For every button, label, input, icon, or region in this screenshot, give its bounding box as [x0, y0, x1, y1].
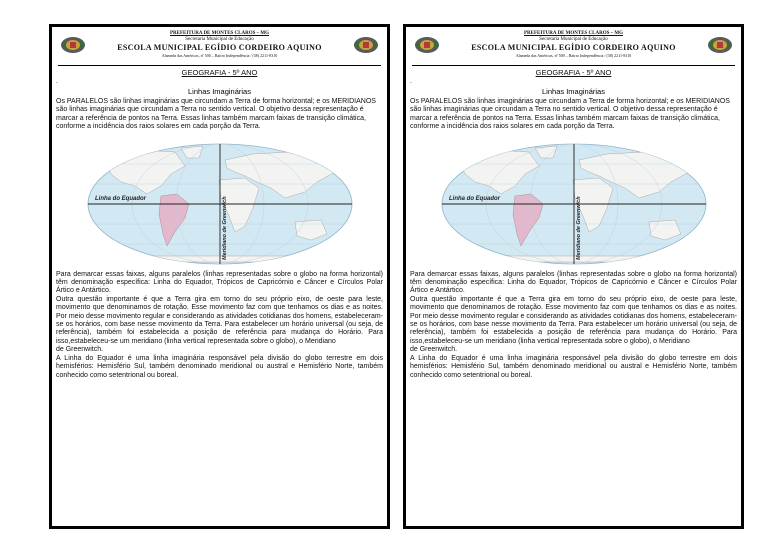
world-map — [85, 142, 355, 266]
body-paragraph: Outra questão importante é que a Terra gira em torno do seu próprio eixo, de oeste para leste, movimento que denominamos de rotação. Esse movimento faz com que tenhamos os dias e as noites. Por meio desse movimento regular e considerando as atividades cotidianas dos homens, estabeleceram-se os horários, com base nesse movimento da Terra. Para estabelecer um horário universal (ou seja, de referência), também foi estabelecida a posição de referência para mudança do Horário. Para isso,estabeleceu-se um meridiano (linha vertical representada sobre o globo), o Meridiano — [410, 295, 737, 345]
stray-dot: . — [56, 78, 58, 85]
school-header — [412, 29, 735, 66]
header-escola: ESCOLA MUNICIPAL EGÍDIO CORDEIRO AQUINO — [471, 43, 676, 52]
body-paragraph: de Greenwitch. — [56, 346, 104, 354]
greenwich-label: Meridiano de Greenwich — [221, 196, 228, 260]
header-endereco: Alameda das Américas, nº 500 – Bairro Independência / (38) 2211-8310 — [515, 53, 632, 58]
stray-dot: . — [410, 78, 412, 85]
coat-of-arms-icon — [60, 36, 86, 54]
equator-label: Linha do Equador — [448, 195, 500, 202]
greenwich-label: Meridiano de Greenwich — [575, 196, 582, 260]
header-escola: ESCOLA MUNICIPAL EGÍDIO CORDEIRO AQUINO — [117, 43, 322, 52]
coat-of-arms-icon — [414, 36, 440, 54]
body-paragraph: de Greenwitch. — [410, 346, 458, 354]
school-header — [58, 29, 381, 66]
header-prefeitura: PREFEITURA DE MONTES CLAROS – MG — [523, 31, 624, 36]
header-endereco: Alameda das Américas, nº 500 – Bairro Independência / (38) 2211-8310 — [161, 53, 278, 58]
header-secretaria: Secretaria Municipal de Educação — [185, 37, 254, 42]
topic-title: Linhas Imaginárias — [188, 87, 251, 96]
header-prefeitura: PREFEITURA DE MONTES CLAROS – MG — [169, 31, 270, 36]
body-paragraph: A Linha do Equador é uma linha imaginária responsável pela divisão do globo terrestre em dois hemisférios: Hemisfério Sul, também denominado meridional ou austral e Hemisfério Norte, também conhecido como setentrional ou boreal. — [410, 354, 737, 379]
intro-paragraph: Os PARALELOS são linhas imaginárias que circundam a Terra de forma horizontal; e os MERIDIANOS são linhas imaginárias que circundam a Terra no sentido vertical. O objetivo dessa representação é marcar a referência de pontos na Terra. Essas linhas também marcam faixas de transição climática, conforme a incidência dos raios solares em cada porção da Terra. — [56, 98, 376, 131]
world-map — [439, 142, 709, 266]
worksheet-left — [49, 24, 390, 529]
subject-title: GEOGRAFIA - 5º ANO — [181, 68, 258, 77]
header-secretaria: Secretaria Municipal de Educação — [539, 37, 608, 42]
body-paragraph: Outra questão importante é que a Terra gira em torno do seu próprio eixo, de oeste para leste, movimento que denominamos de rotação. Esse movimento faz com que tenhamos os dias e as noites. Por meio desse movimento regular e considerando as atividades cotidianas dos homens, estabeleceram-se os horários, com base nesse movimento da Terra. Para estabelecer um horário universal (ou seja, de referência), também foi estabelecida a posição de referência para mudança do Horário. Para isso,estabeleceu-se um meridiano (linha vertical representada sobre o globo), o Meridiano — [56, 295, 383, 345]
coat-of-arms-icon — [353, 36, 379, 54]
intro-paragraph: Os PARALELOS são linhas imaginárias que circundam a Terra de forma horizontal; e os MERIDIANOS são linhas imaginárias que circundam a Terra no sentido vertical. O objetivo dessa representação é marcar a referência de pontos na Terra. Essas linhas também marcam faixas de transição climática, conforme a incidência dos raios solares em cada porção da Terra. — [410, 98, 730, 131]
subject-title: GEOGRAFIA - 5º ANO — [535, 68, 612, 77]
topic-title: Linhas Imaginárias — [542, 87, 605, 96]
body-paragraph: Para demarcar essas faixas, alguns paralelos (linhas representadas sobre o globo na forma horizontal) têm denominação específica: Linha do Equador, Trópicos de Capricórnio e Câncer e Círculos Polar Ártico e Antártico. — [56, 270, 383, 295]
body-paragraph: Para demarcar essas faixas, alguns paralelos (linhas representadas sobre o globo na forma horizontal) têm denominação específica: Linha do Equador, Trópicos de Capricórnio e Câncer e Círculos Polar Ártico e Antártico. — [410, 270, 737, 295]
coat-of-arms-icon — [707, 36, 733, 54]
equator-label: Linha do Equador — [94, 195, 146, 202]
worksheet-right — [403, 24, 744, 529]
body-paragraph: A Linha do Equador é uma linha imaginária responsável pela divisão do globo terrestre em dois hemisférios: Hemisfério Sul, também denominado meridional ou austral e Hemisfério Norte, também conhecido como setentrional ou boreal. — [56, 354, 383, 379]
